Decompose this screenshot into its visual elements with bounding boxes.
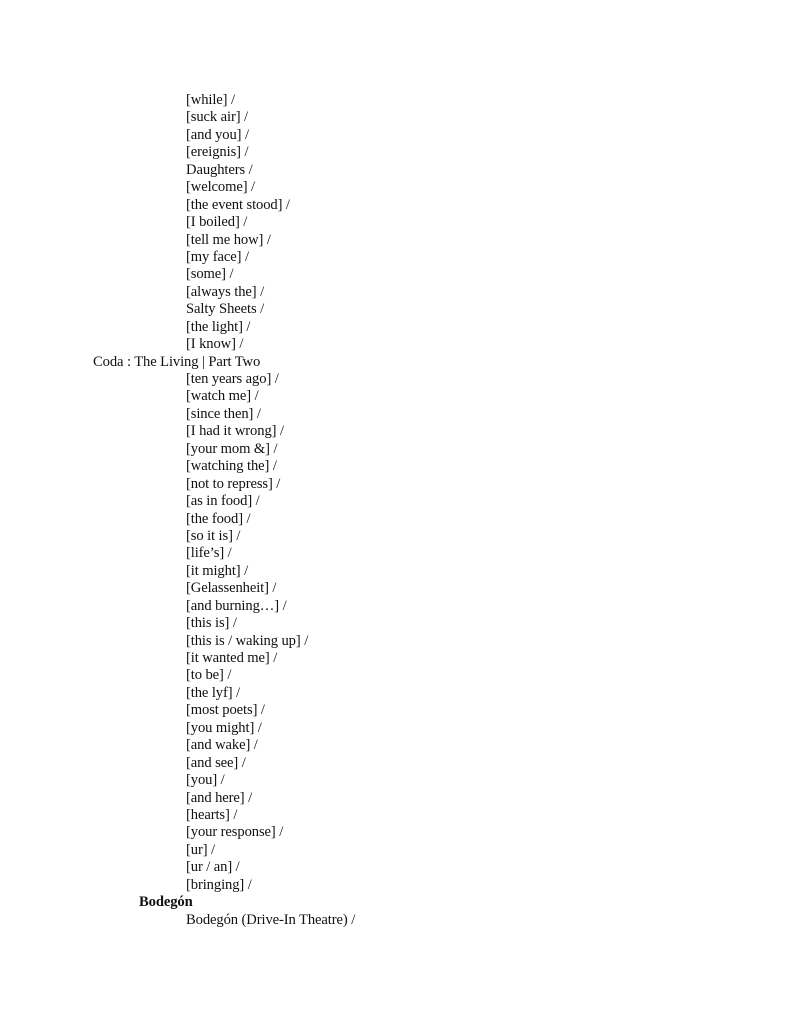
- poem-entry: [not to repress] /: [186, 475, 281, 492]
- poem-entry: [watching the] /: [186, 458, 277, 475]
- poem-entry: [welcome] /: [186, 179, 255, 196]
- poem-entry: [to be] /: [186, 667, 232, 684]
- poem-entry: [suck air] /: [186, 109, 249, 126]
- poem-entry: [it wanted me] /: [186, 650, 278, 666]
- poem-entry: [as in food] /: [186, 493, 260, 510]
- poem-entry: [ten years ago] /: [186, 371, 279, 387]
- poem-entry: [you might] /: [186, 719, 262, 736]
- poem-entry: [bringing] /: [186, 876, 252, 893]
- poem-entry: [and see] /: [186, 754, 246, 771]
- poem-entry: [the light] /: [186, 318, 251, 335]
- poem-entry: [and you] /: [186, 126, 249, 143]
- poem-entry: [this is] /: [186, 615, 237, 632]
- poem-entry: [and burning…] /: [186, 597, 287, 614]
- poem-entry: [the food] /: [186, 510, 251, 527]
- poem-entry: [ur] /: [186, 841, 215, 858]
- poem-entry: [watch me] /: [186, 388, 259, 405]
- poem-entry: [it might] /: [186, 562, 249, 579]
- poem-entry: [ur / an] /: [186, 859, 240, 876]
- subsection-heading: Bodegón: [139, 894, 193, 911]
- poem-entry: [always the] /: [186, 283, 265, 300]
- poem-entry: [I had it wrong] /: [186, 423, 284, 440]
- poem-entry: [most poets] /: [186, 702, 265, 719]
- poem-entry: [you] /: [186, 772, 225, 789]
- poem-entry: [tell me how] /: [186, 231, 271, 248]
- poem-entry: [my face] /: [186, 248, 249, 265]
- poem-entry: [the lyf] /: [186, 684, 241, 701]
- poem-entry: [since then] /: [186, 405, 261, 422]
- poem-entry: [and wake] /: [186, 737, 258, 754]
- poem-entry: Daughters /: [186, 161, 253, 178]
- poem-entry: [I boiled] /: [186, 214, 248, 231]
- poem-entry: [so it is] /: [186, 527, 241, 544]
- poem-entry: [some] /: [186, 266, 234, 283]
- poem-entry: [ereignis] /: [186, 144, 249, 161]
- poem-entry: Salty Sheets /: [186, 301, 265, 318]
- poem-entry: [your mom &] /: [186, 440, 278, 457]
- poem-entry: [and here] /: [186, 789, 253, 806]
- poem-entry: [hearts] /: [186, 806, 238, 823]
- table-of-contents: [0, 92, 791, 929]
- section-heading: Coda : The Living | Part Two: [93, 353, 261, 370]
- poem-entry: [life’s] /: [186, 545, 232, 562]
- poem-entry: [this is / waking up] /: [186, 632, 309, 649]
- poem-entry: [your response] /: [186, 824, 284, 841]
- poem-entry: Bodegón (Drive-In Theatre) /: [186, 911, 356, 928]
- poem-entry: [while] /: [186, 92, 235, 108]
- poem-entry: [Gelassenheit] /: [186, 580, 277, 597]
- poem-entry: [I know] /: [186, 336, 244, 353]
- poem-entry: [the event stood] /: [186, 196, 290, 213]
